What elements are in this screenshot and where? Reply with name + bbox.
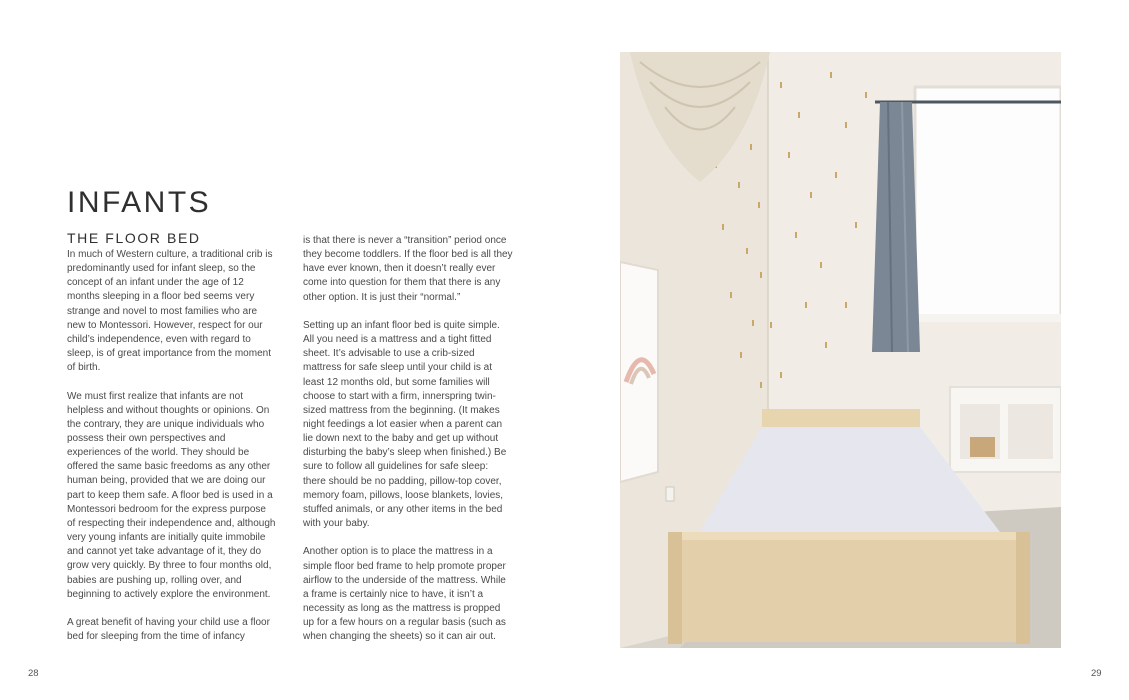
body-column-left: [67, 248, 277, 658]
paragraph: is that there is never a “transition” period once they become toddlers. If the floor bed is all they have ever known, then it doesn’t really ever come into question for them that there is any other option. It is just their “normal.”: [303, 235, 513, 303]
curtain-icon: [872, 102, 920, 352]
paragraph: In much of Western culture, a traditional crib is predominantly used for infant sleep, so the concept of an infant under the age of 12 months sleeping in a floor bed seems very strange and novel to most families who are new to Montessori. However, respect for our child’s independence, even with regard to sleep, is of great importance from the moment of birth.: [67, 249, 273, 374]
page-number-right: 29: [1091, 668, 1102, 679]
chapter-title: INFANTS: [67, 186, 212, 219]
rainbow-art-print-icon: [620, 262, 658, 482]
paragraph: A great benefit of having your child use a floor bed for sleeping from the time of infancy: [67, 617, 270, 643]
cube-shelf-icon: [950, 387, 1061, 472]
paragraph: Setting up an infant floor bed is quite simple. All you need is a mattress and a tight fitted sheet. It’s advisable to use a crib-sized mattress for safe sleep until your child is at least 12 months old, but some families will choose to start with a firm, innerspring twin-sized mattress from the beginning. (It makes night feedings a lot easier when a parent can lie down next to the baby and get up without disturbing the baby’s sleep when finished.) Be sure to follow all guidelines for safe sleep: there should be no padding, pillow-top cover, memory foam, pillows, loose blankets, lovies, stuffed animals, or any other items in the bed with your baby.: [303, 319, 507, 530]
body-column-right: [303, 234, 513, 659]
outlet-icon: [666, 487, 674, 501]
window-icon: [910, 87, 1061, 322]
section-title: THE FLOOR BED: [67, 230, 201, 246]
nursery-photo: [620, 52, 1061, 648]
paragraph: We must first realize that infants are not helpless and without thoughts or opinions. On the contrary, they are unique individuals who possess their own perspectives and experiences of the world. They should be offered the same basic freedoms as any other human being, provided that we are doing our part to keep them safe. A floor bed is used in a Montessori bedroom for the express purpose of respecting their independence and, although very young infants are initially quite immobile and cannot yet take advantage of it, they do grow very quickly. By three to four months old, babies are pushing up, rolling over, and beginning to actively explore the environment.: [67, 390, 276, 600]
page-number-left: 28: [28, 668, 39, 679]
nursery-illustration: [620, 52, 1061, 648]
paragraph: Another option is to place the mattress in a simple floor bed frame to help promote proper airflow to the underside of the mattress. While a frame is certainly nice to have, it isn’t a necessity as long as the mattress is propped up for a few hours on a regular basis (such as when changing the sheets) so it can air out.: [303, 546, 506, 643]
